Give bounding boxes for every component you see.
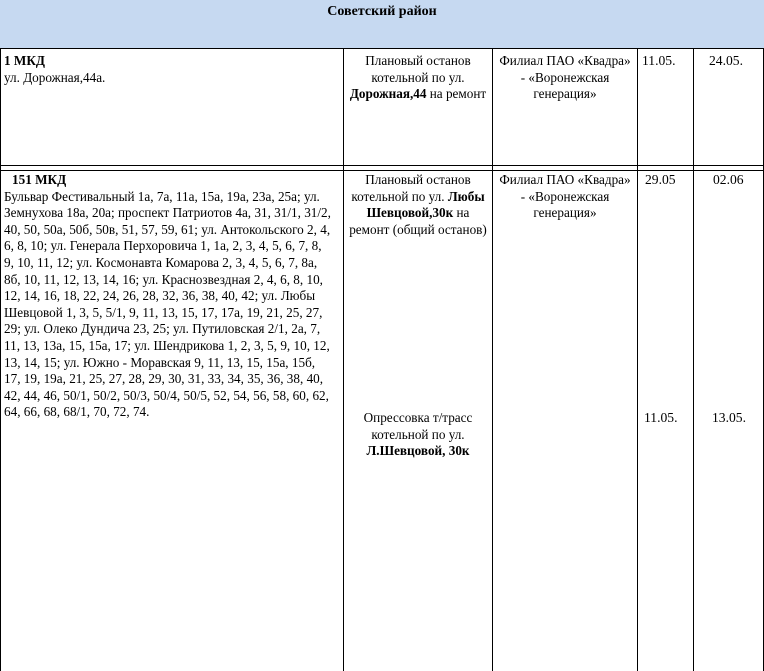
row-2-start-date-2: 11.05. — [644, 410, 678, 425]
row-1-address-cell — [4, 53, 338, 86]
row-1-mkd-count: 1 МКД — [4, 53, 45, 68]
row-1-organization: Филиал ПАО «Квадра» - «Воронежская генерация» — [499, 53, 631, 102]
row-2-end-date-2: 13.05. — [712, 410, 746, 425]
row-1-addresses: ул. Дорожная,44а. — [4, 69, 106, 85]
row-2-organization: Филиал ПАО «Квадра» - «Воронежская генерация» — [499, 172, 631, 221]
row-1-end-date: 24.05. — [709, 53, 743, 68]
row-2-reason-cell — [346, 172, 490, 238]
row-2-addresses: Бульвар Фестивальный 1а, 7а, 11а, 15а, 19а, 23а, 25а; ул. Земнухова 18а, 20а; проспект Патриотов 4а, 31, 31/1, 31/2, 40, 50, 50а, 50б, 50в, 51, 57, 59, 61; ул. Антокольского 2, 4, 6, 8, 10; ул. Генерала Перхоровича 1, 1а, 2, 3, 4, 5, 6, 7, 8, 9, 10, 11, 12; ул. Космонавта Комарова 2, 3, 4, 5, 6, 7, 8а, 8б, 10, 11, 12, 13, 14, 16; ул. Краснозвездная 2, 4, 6, 8, 10, 12, 14, 16, 18, 22, 24, 26, 28, 32, 36, 38, 40, 42; ул. Любы Шевцовой 1, 3, 5, 5/1, 9, 11, 13, 15, 17, 17а, 19, 21, 25, 27, 29; ул. Олеко Дундича 23, 25; ул. Путиловская 2/1, 2а, 7, 11, 13, 13а, 15, 15а, 17; ул. Шендрикова 1, 2, 3, 5, 9, 10, 12, 13, 14, 15; ул. Южно - Моравская 9, 11, 13, 15, 15а, 15б, 17, 19, 19а, 21, 25, 27, 28, 29, 30, 31, 33, 34, 35, 36, 38, 40, 42, 44, 46, 50/1, 50/2, 50/3, 50/4, 50/5, 52, 54, 56, 58, 60, 62, 64, 66, 68, 68/1, 70, 72, 74. — [4, 188, 331, 420]
grid-line — [0, 170, 764, 171]
row-2-reason-text: Плановый останов котельной по ул. — [351, 172, 471, 204]
row-2-reason2-cell — [346, 410, 490, 460]
row-2-reason-suffix: на ремонт (общий останов) — [349, 205, 487, 237]
grid-line — [637, 48, 638, 671]
row-2-end-date: 02.06 — [713, 172, 744, 187]
district-header — [0, 0, 764, 49]
row-1-reason-cell — [346, 53, 490, 103]
row-2-address-cell — [4, 172, 334, 421]
row-1-reason-suffix: на ремонт — [429, 86, 487, 102]
row-2-mkd-count: 151 МКД — [12, 172, 67, 187]
row-2-reason2-text: Опрессовка т/трасс котельной по ул. — [363, 410, 473, 442]
grid-line — [0, 48, 1, 671]
row-2-reason2-location: Л.Шевцовой, 30к — [366, 443, 470, 459]
row-2-reason-location: Любы Шевцовой,30к — [366, 188, 485, 221]
row-1-start-date: 11.05. — [642, 53, 676, 68]
grid-line — [343, 48, 344, 671]
district-title: Советский район — [327, 4, 437, 19]
grid-line — [492, 48, 493, 671]
grid-line — [0, 165, 764, 166]
grid-line — [693, 48, 694, 671]
row-2-start-date: 29.05 — [645, 172, 676, 187]
row-1-reason-text: Плановый останов котельной по ул. — [365, 53, 471, 85]
row-1-reason-location: Дорожная,44 — [349, 86, 427, 102]
